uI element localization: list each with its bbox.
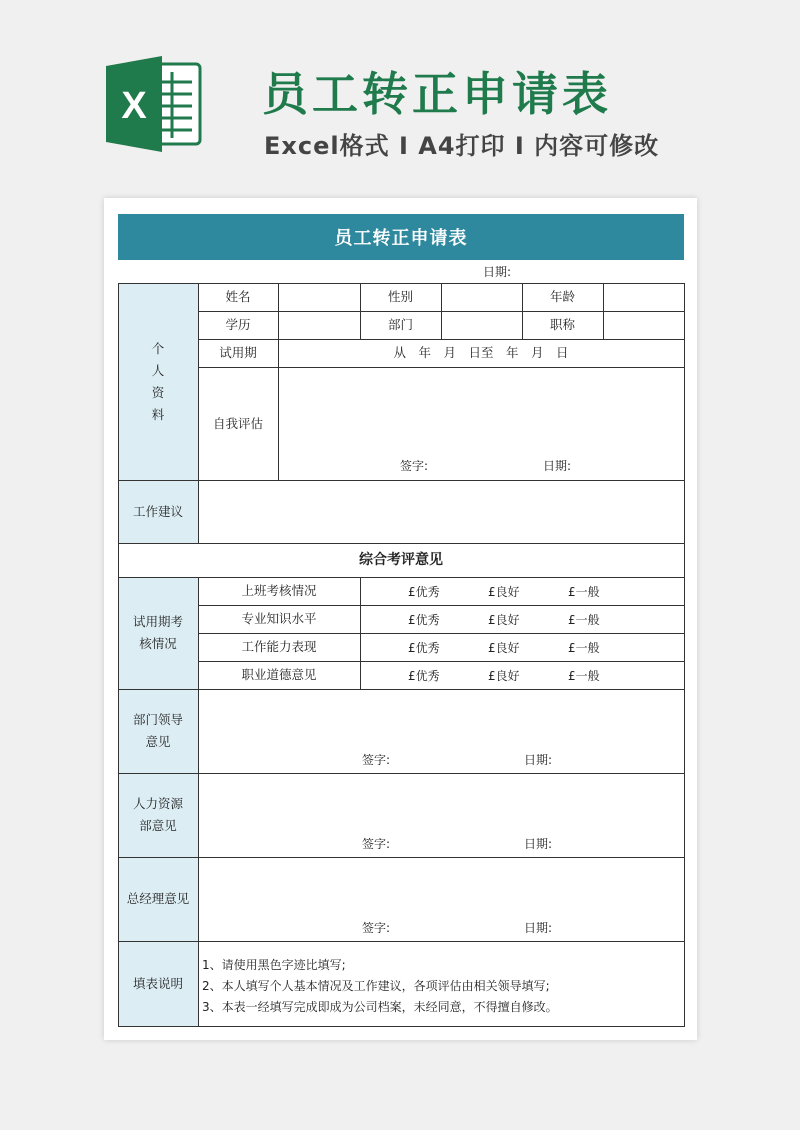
option-average[interactable]: £一般 xyxy=(568,613,600,627)
self-eval-field[interactable] xyxy=(278,367,684,480)
personal-section-label: 个 人 资 料 xyxy=(118,283,198,480)
review-item-label: 上班考核情况 xyxy=(241,583,317,598)
logo-letter: X xyxy=(121,85,147,127)
position-field[interactable] xyxy=(603,311,684,339)
option-excellent[interactable]: £优秀 xyxy=(408,641,440,655)
dept-lead-sign-label: 签字: xyxy=(362,753,391,767)
option-excellent[interactable]: £优秀 xyxy=(408,669,440,683)
note-item: 2、本人填写个人基本情况及工作建议，各项评估由相关领导填写; xyxy=(202,979,550,993)
summary-title: 综合考评意见 xyxy=(359,551,443,568)
probation-range[interactable]: 从 年 月 日至 年 月 日 xyxy=(393,345,569,360)
form-date-label: 日期: xyxy=(483,265,512,279)
option-good[interactable]: £良好 xyxy=(488,669,520,683)
gm-opinion-label: 总经理意见 xyxy=(118,857,198,941)
education-field[interactable] xyxy=(278,311,360,339)
option-average[interactable]: £一般 xyxy=(568,669,600,683)
option-average[interactable]: £一般 xyxy=(568,585,600,599)
dept-lead-date-label: 日期: xyxy=(524,753,553,767)
work-suggestion-label: 工作建议 xyxy=(118,480,198,543)
department-field[interactable] xyxy=(441,311,522,339)
hr-sign-label: 签字: xyxy=(362,837,391,851)
option-excellent[interactable]: £优秀 xyxy=(408,613,440,627)
probation-review-label: 试用期考 核情况 xyxy=(118,577,198,689)
gender-label: 性别 xyxy=(387,289,413,304)
self-eval-sign-label: 签字: xyxy=(400,459,429,473)
name-label: 姓名 xyxy=(225,289,251,304)
work-suggestion-field[interactable] xyxy=(198,480,684,543)
position-label: 职称 xyxy=(549,317,575,332)
banner-title: 员工转正申请表 xyxy=(262,67,612,121)
probation-label: 试用期 xyxy=(219,345,257,360)
excel-logo-icon xyxy=(104,54,204,154)
option-good[interactable]: £良好 xyxy=(488,613,520,627)
note-item: 1、请使用黑色字迹比填写; xyxy=(202,958,346,972)
education-label: 学历 xyxy=(225,317,251,332)
hr-label: 人力资源 部意见 xyxy=(118,773,198,857)
option-excellent[interactable]: £优秀 xyxy=(408,585,440,599)
option-good[interactable]: £良好 xyxy=(488,585,520,599)
dept-lead-field[interactable] xyxy=(198,689,684,773)
gender-field[interactable] xyxy=(441,283,522,311)
dept-lead-label: 部门领导 意见 xyxy=(118,689,198,773)
self-eval-label: 自我评估 xyxy=(212,415,263,431)
hr-date-label: 日期: xyxy=(524,837,553,851)
gm-field[interactable] xyxy=(198,857,684,941)
name-field[interactable] xyxy=(278,283,360,311)
self-eval-date-label: 日期: xyxy=(543,459,572,473)
option-good[interactable]: £良好 xyxy=(488,641,520,655)
review-item-label: 工作能力表现 xyxy=(241,639,317,654)
gm-date-label: 日期: xyxy=(524,921,553,935)
department-label: 部门 xyxy=(387,317,413,332)
age-field[interactable] xyxy=(603,283,684,311)
notes-label: 填表说明 xyxy=(118,941,198,1026)
gm-sign-label: 签字: xyxy=(362,921,391,935)
banner-subtitle: Excel格式 I A4打印 I 内容可修改 xyxy=(264,132,660,160)
hr-field[interactable] xyxy=(198,773,684,857)
option-average[interactable]: £一般 xyxy=(568,641,600,655)
review-item-label: 专业知识水平 xyxy=(241,611,317,626)
review-item-label: 职业道德意见 xyxy=(241,667,317,682)
notes-list xyxy=(202,955,558,1018)
age-label: 年龄 xyxy=(549,289,575,304)
note-item: 3、本表一经填写完成即成为公司档案，未经同意，不得擅自修改。 xyxy=(202,1000,558,1014)
form-title: 员工转正申请表 xyxy=(118,214,684,260)
